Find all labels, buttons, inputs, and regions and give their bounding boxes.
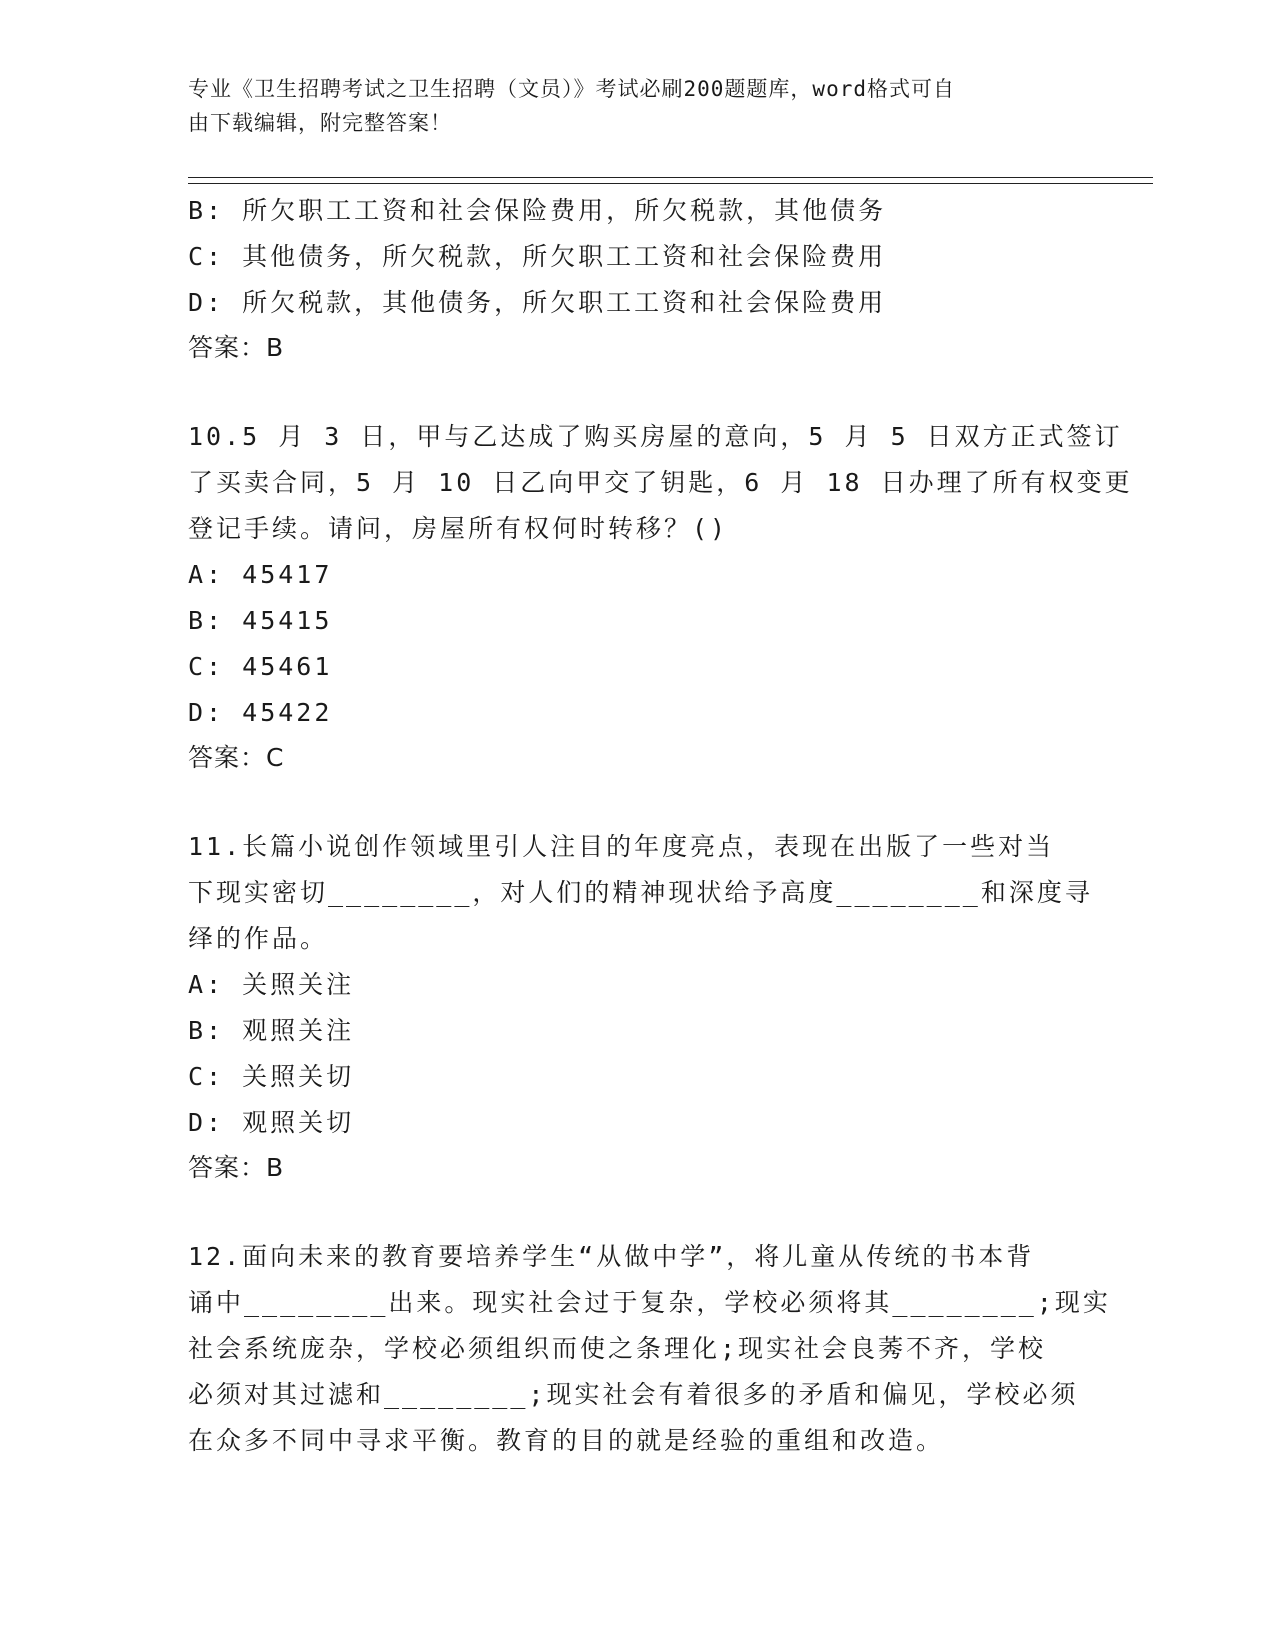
question-stem: [188, 824, 1093, 962]
question-stem: [188, 1234, 1111, 1464]
answer-label: 答案：B: [188, 333, 285, 362]
option-c: C: 关照关切: [188, 1062, 355, 1091]
question-10: [188, 414, 1133, 780]
question-stem-line: 诵中________出来。现实社会过于复杂，学校必须将其________;现实: [188, 1288, 1111, 1317]
question-stem-line: 10.5 月 3 日，甲与乙达成了购买房屋的意向，5 月 5 日双方正式签订: [188, 422, 1123, 451]
option-a: A: 关照关注: [188, 970, 355, 999]
previous-question: [188, 188, 1068, 370]
option-c: C: 其他债务，所欠税款，所欠职工工资和社会保险费用: [188, 242, 887, 271]
header-line-1: 专业《卫生招聘考试之卫生招聘（文员）》考试必刷200题题库，word格式可自: [188, 77, 955, 101]
question-stem-line: 必须对其过滤和________;现实社会有着很多的矛盾和偏见，学校必须: [188, 1380, 1079, 1409]
question-stem-line: 社会系统庞杂，学校必须组织而使之条理化;现实社会良莠不齐，学校: [188, 1334, 1047, 1363]
question-stem-line: 12.面向未来的教育要培养学生“从做中学”，将儿童从传统的书本背: [188, 1242, 1035, 1271]
question-11: [188, 824, 1093, 1190]
option-b: B: 所欠职工工资和社会保险费用，所欠税款，其他债务: [188, 196, 887, 225]
question-stem-line: 了买卖合同，5 月 10 日乙向甲交了钥匙，6 月 18 日办理了所有权变更: [188, 468, 1133, 497]
question-stem-line: 绎的作品。: [188, 924, 329, 953]
page-header: [188, 72, 1068, 140]
option-b: B: 观照关注: [188, 1016, 355, 1045]
header-divider-thick: [188, 177, 1153, 178]
question-stem-line: 11.长篇小说创作领域里引人注目的年度亮点，表现在出版了一些对当: [188, 832, 1055, 861]
answer-label: 答案：B: [188, 1153, 285, 1182]
header-line-2: 由下载编辑，附完整答案！: [188, 111, 452, 135]
question-stem-line: 在众多不同中寻求平衡。教育的目的就是经验的重组和改造。: [188, 1426, 945, 1455]
spacer: [188, 370, 1068, 414]
option-d: D: 45422: [188, 698, 333, 727]
answer-label: 答案：C: [188, 743, 285, 772]
option-a: A: 45417: [188, 560, 333, 589]
question-stem-line: 下现实密切________，对人们的精神现状给予高度________和深度寻: [188, 878, 1093, 907]
question-12: [188, 1234, 1111, 1464]
option-c: C: 45461: [188, 652, 333, 681]
question-stem-line: 登记手续。请问，房屋所有权何时转移？(): [188, 514, 729, 543]
spacer: [188, 1190, 1068, 1234]
question-content: [188, 188, 1133, 1464]
option-d: D: 观照关切: [188, 1108, 355, 1137]
spacer: [188, 780, 1068, 824]
question-stem: [188, 414, 1133, 552]
option-b: B: 45415: [188, 606, 333, 635]
header-divider-thin: [188, 183, 1153, 184]
option-d: D: 所欠税款，其他债务，所欠职工工资和社会保险费用: [188, 288, 887, 317]
